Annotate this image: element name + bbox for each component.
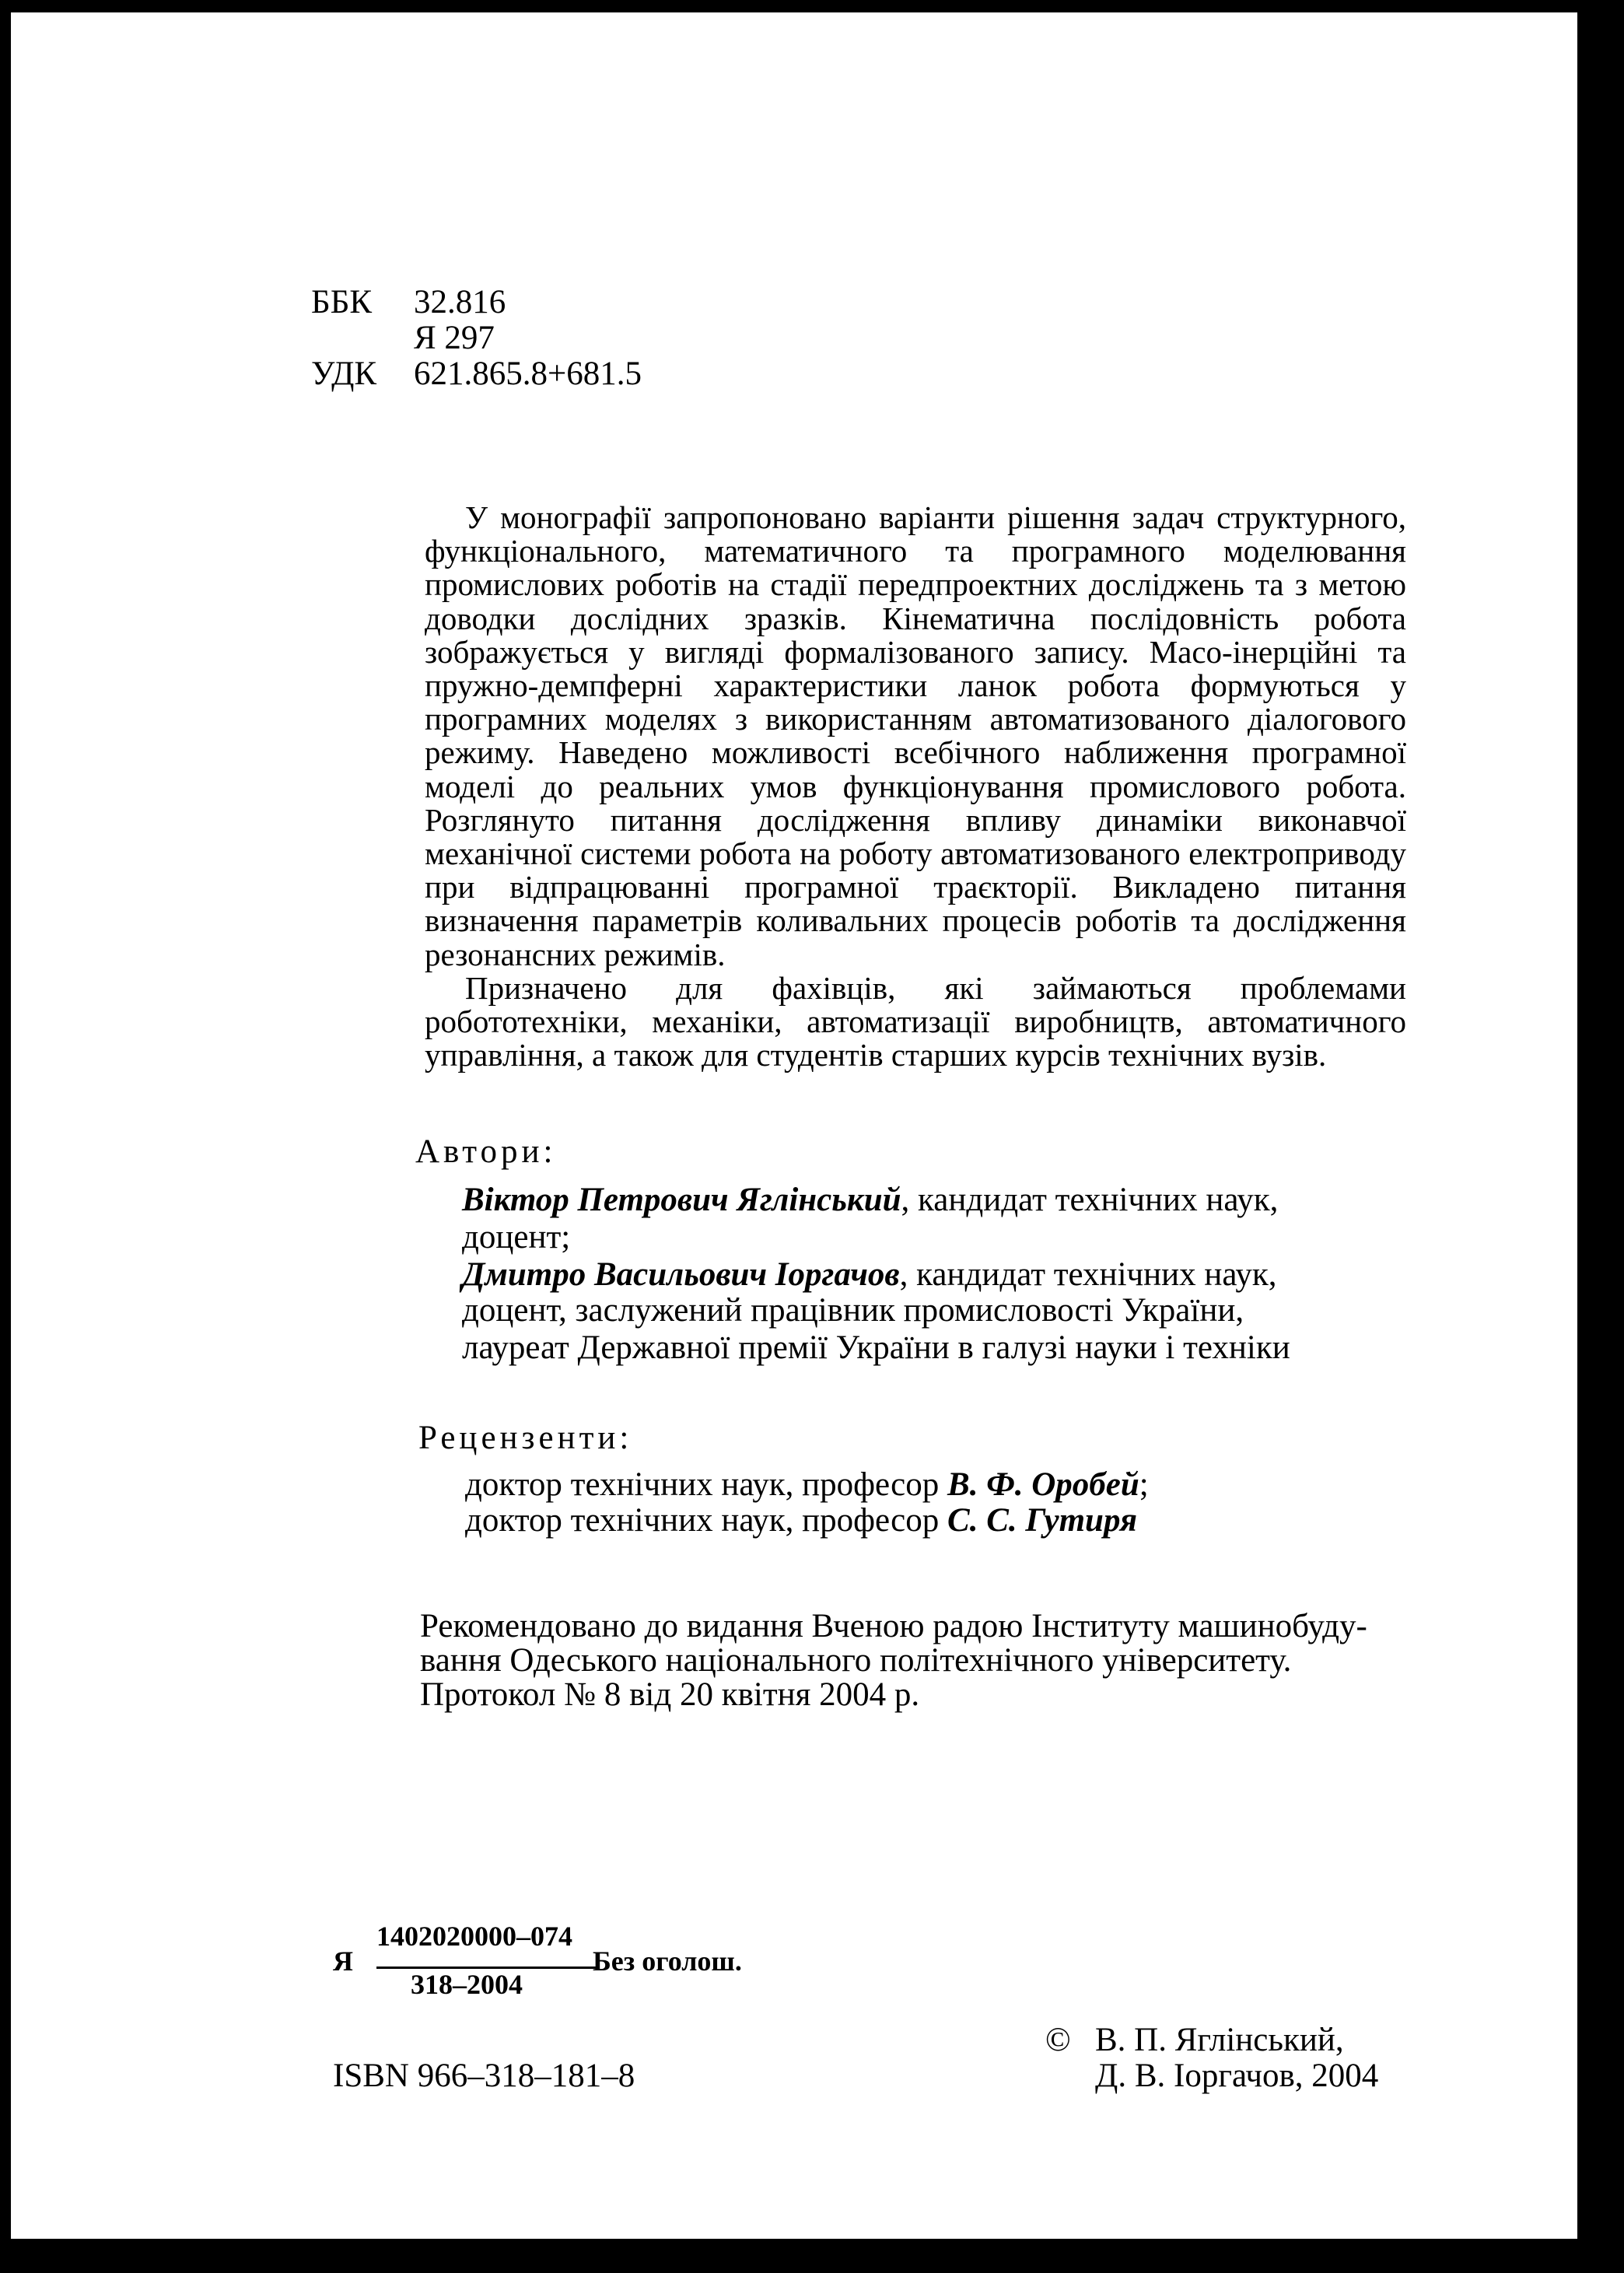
recommendation-line-1: Рекомендовано до видання Вченою радою Інституту машинобуду- bbox=[420, 1608, 1367, 1644]
author-1-desc-2: доцент; bbox=[462, 1219, 571, 1256]
pub-index-denominator: 318–2004 bbox=[411, 1969, 523, 2000]
udk-code: 621.865.8+681.5 bbox=[414, 355, 642, 392]
bbk-code: 32.816 bbox=[414, 284, 506, 320]
reviewer-1-title: доктор технічних наук, професор bbox=[465, 1466, 948, 1503]
udk-line bbox=[311, 355, 642, 394]
recommendation-line-2: вання Одеського національного політехнічного університету. bbox=[420, 1642, 1292, 1679]
copyright-line-1: В. П. Яглінський, bbox=[1095, 2022, 1344, 2058]
recommendation-line-3: Протокол № 8 від 20 квітня 2004 р. bbox=[420, 1676, 920, 1713]
bbk-label: ББК bbox=[311, 284, 373, 320]
author-2-desc-2: доцент, заслужений працівник промисловості України, bbox=[462, 1292, 1244, 1329]
author-1-name: Віктор Петрович Яглінський bbox=[462, 1182, 901, 1218]
author-1-desc-1: , кандидат технічних наук, bbox=[901, 1182, 1279, 1218]
copyright-line-2: Д. В. Іоргачов, 2004 bbox=[1095, 2058, 1379, 2094]
authors-heading: Автори: bbox=[415, 1133, 557, 1170]
abstract-paragraph-2: Призначено для фахівців, які займаються проблемами робототехніки, механіки, автоматизації виробництв, автоматичного управління, а також для студентів старших курсів технічних вузів. bbox=[425, 969, 1406, 1073]
bbk-line bbox=[311, 283, 506, 322]
udk-label: УДК bbox=[311, 355, 377, 392]
pub-index-letter: Я bbox=[333, 1946, 353, 1977]
copyright-symbol: © bbox=[1045, 2022, 1071, 2058]
book-page bbox=[11, 12, 1580, 2239]
reviewers-heading: Рецензенти: bbox=[418, 1420, 633, 1456]
author-2-desc-3: лауреат Державної премії України в галузі науки і техніки bbox=[462, 1329, 1290, 1366]
reviewer-1 bbox=[465, 1466, 1149, 1504]
reviewer-2-title: доктор технічних наук, професор bbox=[465, 1502, 948, 1539]
author-2-desc-1: , кандидат технічних наук, bbox=[899, 1256, 1277, 1293]
author-2-name: Дмитро Васильович Іоргачов bbox=[462, 1256, 900, 1293]
reviewer-2 bbox=[465, 1501, 1137, 1540]
author-1-line-1 bbox=[462, 1181, 1278, 1220]
pub-index-note: Без оголош. bbox=[593, 1946, 742, 1977]
page-edge bbox=[1577, 12, 1580, 2239]
abstract-paragraph-1: У монографії запропоновано варіанти рішення задач структурного, функціонального, математичного та програмного моделювання промислових роботів на стадії передпроектних досліджень та з метою доводки дослідних зразків. Кінематична послідовність робота зображується у вигляді формалізованого запису. Масо-інерційні та пружно-демпферні характеристики ланок робота формуються у програмних моделях з використанням автоматизованого діалогового режиму. Наведено можливості всебічного наближення програмної моделі до реальних умов функціонування промислового робота. Розглянуто питання дослідження впливу динаміки виконавчої механічної системи робота на роботу автоматизованого електроприводу при відпрацюванні програмної траєкторії. Викладено питання визначення параметрів коливальних процесів роботів та дослідження резонансних режимів. bbox=[425, 499, 1406, 972]
abstract bbox=[425, 501, 1406, 1072]
author-mark: Я 297 bbox=[414, 320, 495, 356]
reviewer-1-name: В. Ф. Оробей bbox=[947, 1466, 1139, 1503]
isbn: ISBN 966–318–181–8 bbox=[333, 2058, 635, 2094]
reviewer-1-suffix: ; bbox=[1139, 1466, 1149, 1503]
reviewer-2-name: С. С. Гутиря bbox=[947, 1502, 1138, 1539]
pub-index-numerator: 1402020000–074 bbox=[376, 1921, 572, 1952]
author-2-line-1 bbox=[462, 1256, 1276, 1294]
